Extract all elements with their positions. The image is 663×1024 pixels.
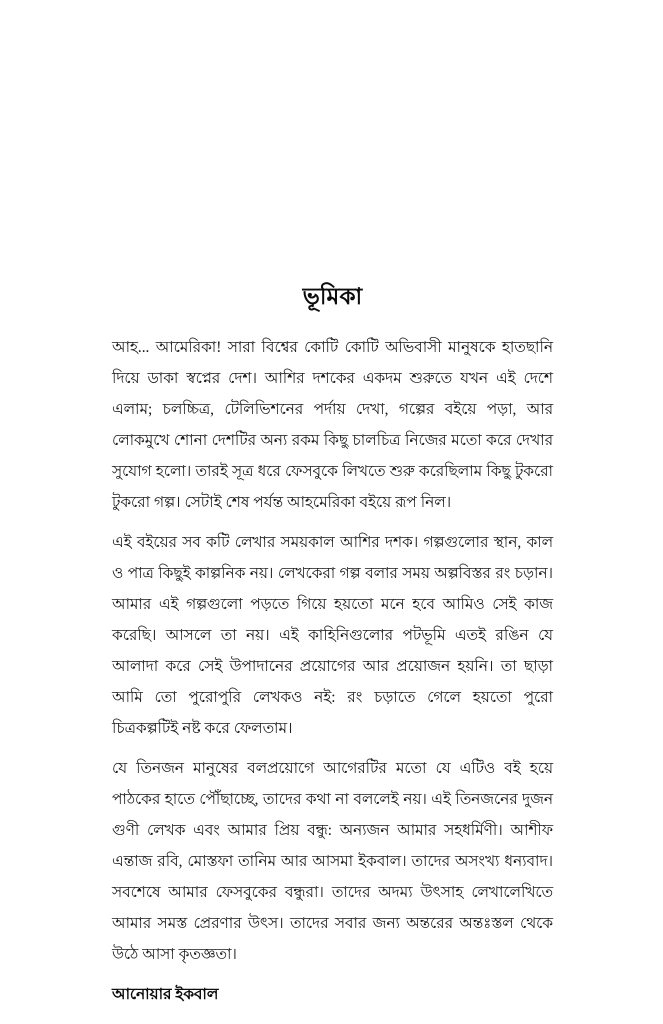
- author-signature: আনোয়ার ইকবাল: [112, 986, 219, 1004]
- paragraph-1: আহ... আমেরিকা! সারা বিশ্বের কোটি কোটি অভিবাসী মানুষকে হাতছানি দিয়ে ডাকা স্বপ্নের দেশ। আশির দশকের একদম শুরুতে যখন এই দেশে এলাম; চলচ্চিত্র, টেলিভিশনের পর্দায় দেখা, গল্পের বইয়ে পড়া, আর লোকমুখে শোনা দেশটির অন্য রকম কিছু চালচিত্র নিজের মতো করে দেখার সুযোগ হলো। তারই সূত্র ধরে ফেসবুকে লিখতে শুরু করেছিলাম কিছু টুকরো টুকরো গল্প। সেটাই শেষ পর্যন্ত আহমেরিকা বইয়ে রূপ নিল।: [112, 339, 553, 512]
- preface-content: [112, 281, 553, 1010]
- paragraph-3: যে তিনজন মানুষের বলপ্রয়োগে আগেরটির মতো যে এটিও বই হয়ে পাঠকের হাতে পৌঁছাচ্ছে, তাদের কথা না বললেই নয়। এই তিনজনের দুজন গুণী লেখক এবং আমার প্রিয় বন্ধু: অন্যজন আমার সহধর্মিণী। আশীফ এন্তাজ রবি, মোস্তফা তানিম আর আসমা ইকবাল। তাদের অসংখ্য ধন্যবাদ। সবশেষে আমার ফেসবুকের বন্ধুরা। তাদের অদম্য উৎসাহ লেখালেখিতে আমার সমস্ত প্রেরণার উৎস। তাদের সবার জন্য অন্তরের অন্তঃস্তল থেকে উঠে আসা কৃতজ্ঞতা।: [112, 760, 553, 964]
- paragraph-2: এই বইয়ের সব কটি লেখার সময়কাল আশির দশক। গল্পগুলোর স্থান, কাল ও পাত্র কিছুই কাল্পনিক নয়। লেখকেরা গল্প বলার সময় অল্পবিস্তর রং চড়ান। আমার এই গল্পগুলো পড়তে গিয়ে হয়তো মনে হবে আমিও সেই কাজ করেছি। আসলে তা নয়। এই কাহিনিগুলোর পটভূমি এতই রঙিন যে আলাদা করে সেই উপাদানের প্রয়োগের আর প্রয়োজন হয়নি। তা ছাড়া আমি তো পুরোপুরি লেখকও নই: রং চড়াতে গেলে হয়তো পুরো চিত্রকল্পটিই নষ্ট করে ফেলতাম।: [112, 534, 553, 738]
- page-title: ভূমিকা: [302, 284, 363, 309]
